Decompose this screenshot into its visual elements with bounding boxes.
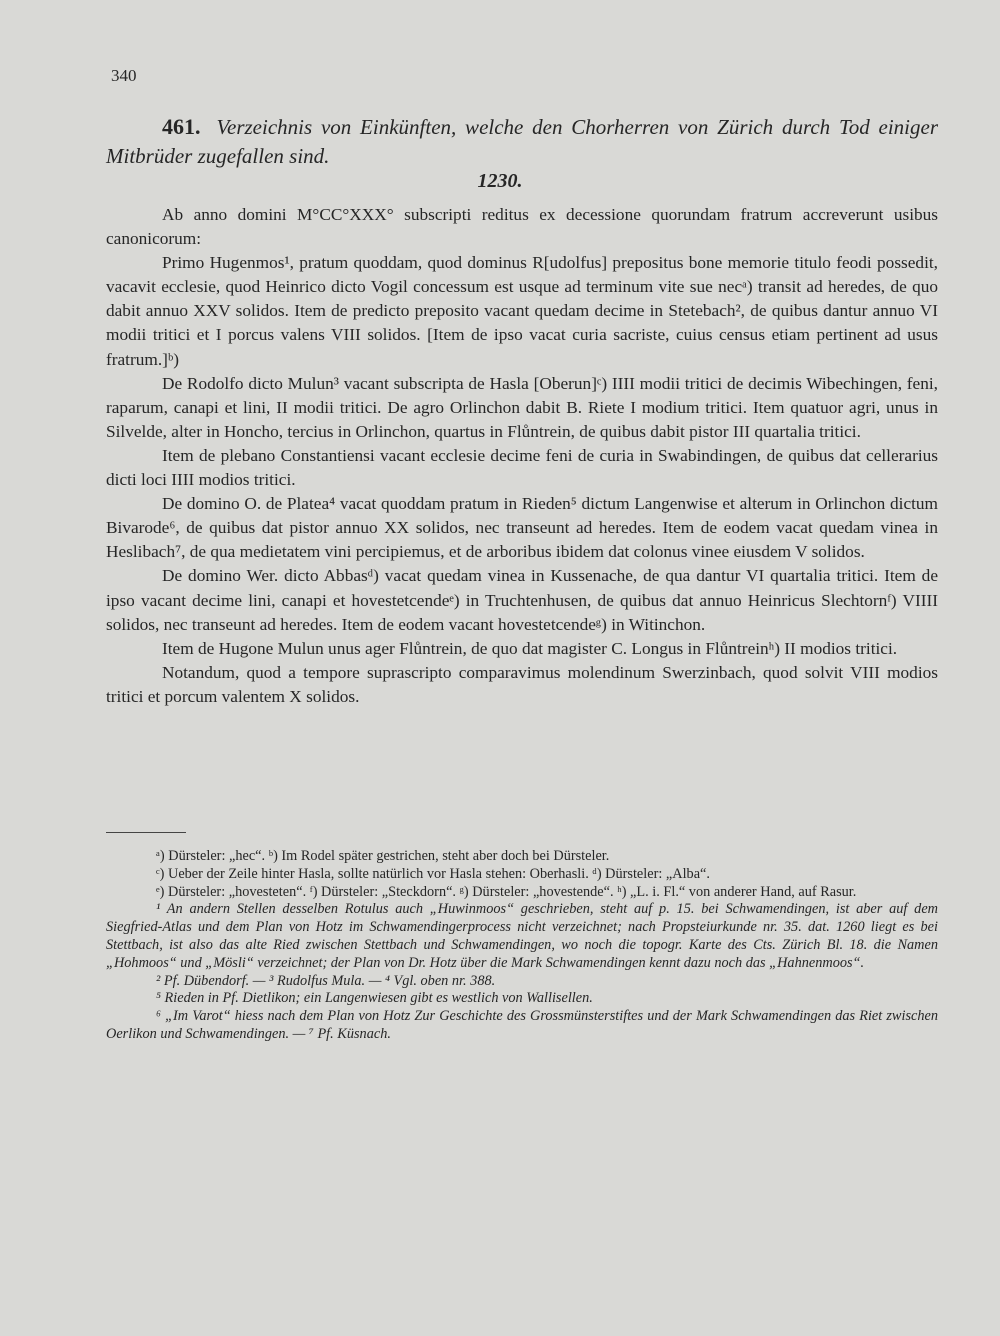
paragraph: Primo Hugenmos¹, pratum quoddam, quod dominus R[udolfus] prepositus bone memorie titulo feodi possedit, vacavit ecclesie, quod Heinrico dicto Vogil concessum est usque ad terminum vite sue necᵃ) transit ad heredes, de quo dabit annuo XXV solidos. Item de predicto preposito vacant quedam decime in Stetebach², de quibus dantur annuo VI modii tritici et I porcus valens VIII solidos. [Item de ipso vacat curia sacriste, cuius census etiam pertinent ad usus fratrum.]ᵇ) xyxy=(106,253,938,369)
paragraph: Item de Hugone Mulun unus ager Flůntrein, de quo dat magister C. Longus in Flůntreinʰ) II modios tritici. xyxy=(162,638,898,658)
footnote-divider xyxy=(106,832,186,833)
paragraph: Notandum, quod a tempore suprascripto comparavimus molendinum Swerzinbach, quod solvit VIII modios tritici et porcum valentem X solidos. xyxy=(106,662,938,706)
editorial-note: ⁶ „Im Varot“ hiess nach dem Plan von Hotz Zur Geschichte des Grossmünsterstiftes und der Mark Schwamendingen das Riet zwischen Oerlikon und Schwamendingen. — ⁷ Pf. Küsnach. xyxy=(106,1008,938,1042)
paragraph: De domino Wer. dicto Abbasᵈ) vacat quedam vinea in Kussenache, de qua dantur VI quartalia tritici. Item de ipso vacant decime lini, canapi et hovestetcendeᵉ) in Truchtenhusen, de quibus dat annuo Heinricus Slechtornᶠ) VIIII solidos, nec transeunt ad heredes. Item de eodem vacant hovestetcendeᵍ) in Witinchon. xyxy=(106,566,938,634)
editorial-note: ² Pf. Dübendorf. — ³ Rudolfus Mula. — ⁴ Vgl. oben nr. 388. xyxy=(156,972,496,989)
footnotes xyxy=(106,848,938,1044)
document-title: Verzeichnis von Einkünften, welche den Chorherren von Zürich durch Tod einiger Mitbrüder zugefallen sind. xyxy=(106,115,938,168)
paragraph: Ab anno domini M°CC°XXX° subscripti reditus ex decessione quorundam fratrum accreverunt usibus canonicorum: xyxy=(106,205,938,249)
document-number: 461. xyxy=(162,114,201,139)
text-note: ᵉ) Dürsteler: „hovesteten“. ᶠ) Dürsteler: „Steckdorn“. ᵍ) Dürsteler: „hovestende“. ʰ) „L. i. Fl.“ von anderer Hand, auf Rasur. xyxy=(156,883,857,900)
editorial-note: ¹ An andern Stellen desselben Rotulus auch „Huwinmoos“ geschrieben, steht auf p. 15. bei Schwamendingen, ist aber auf dem Siegfried-Atlas und dem Plan von Hotz im Schwamendingerprocess nicht verzeichnet; nach Propsteiurkunde nr. 35. dat. 1260 liegt es bei Stettbach, ist also das alte Ried zwischen Stettbach und Schwamendingen, wo noch die topogr. Karte des Cts. Zürich Bl. 18. die Namen „Hohmoos“ und „Mösli“ verzeichnet; der Plan von Dr. Hotz über die Mark Schwamendingen kennt dazu noch das „Hahnenmoos“. xyxy=(106,901,938,971)
paragraph: De domino O. de Platea⁴ vacat quoddam pratum in Rieden⁵ dictum Langenwise et alterum in Orlinchon dictum Bivarode⁶, de quibus dat pistor annuo XX solidos, nec transeunt ad heredes. Item de eodem vacat quedam vinea in Heslibach⁷, de qua medietatem vini percipiemus, et de arboribus ibidem dat colonus vinee eiusdem V solidos. xyxy=(106,494,938,562)
page-number: 340 xyxy=(111,66,137,85)
paragraph: Item de plebano Constantiensi vacant ecclesie decime feni de curia in Swabindingen, de quibus dat cellerarius dicti loci IIII modios tritici. xyxy=(106,445,938,490)
document-year: 1230. xyxy=(477,170,523,192)
main-text xyxy=(106,203,938,709)
text-note: ᵃ) Dürsteler: „hec“. ᵇ) Im Rodel später gestrichen, steht aber doch bei Dürsteler. xyxy=(156,848,610,864)
document-heading xyxy=(106,112,938,171)
text-note: ᶜ) Ueber der Zeile hinter Hasla, sollte natürlich vor Hasla stehen: Oberhasli. ᵈ) Dürsteler: „Alba“. xyxy=(156,865,710,882)
editorial-note: ⁵ Rieden in Pf. Dietlikon; ein Langenwiesen gibt es westlich von Wallisellen. xyxy=(156,990,593,1007)
paragraph: De Rodolfo dicto Mulun³ vacant subscripta de Hasla [Oberun]ᶜ) IIII modii tritici de decimis Wibechingen, feni, raparum, canapi et lini, II modii tritici. De agro Orlinchon dabit B. Riete I modium tritici. Item quatuor agri, unus in Silvelde, alter in Honcho, tercius in Orlinchon, quartus in Flůntrein, de quibus dabit pistor III quartalia tritici. xyxy=(106,373,938,441)
